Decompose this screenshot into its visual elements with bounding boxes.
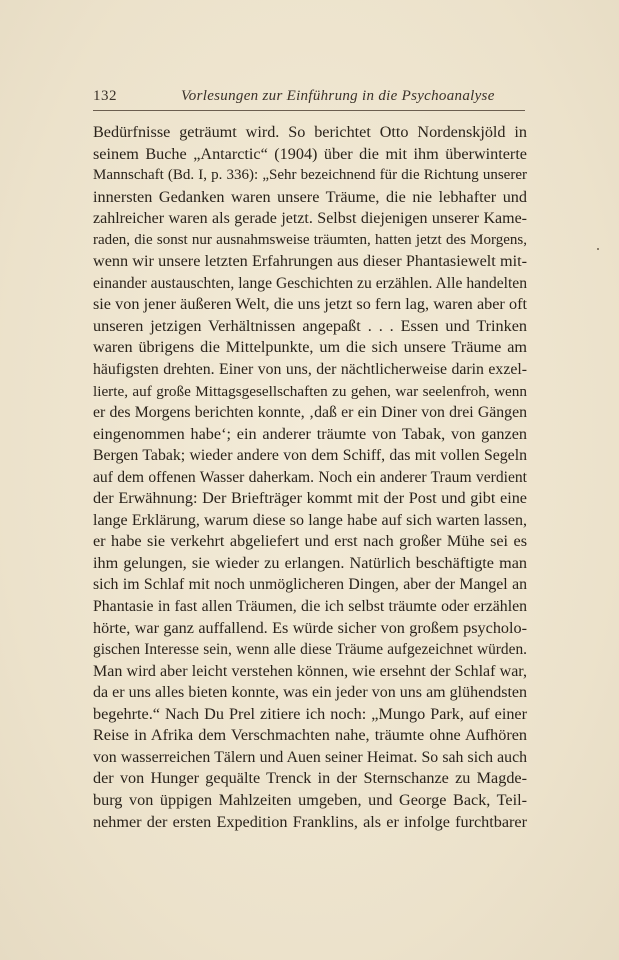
- body-text: [93, 122, 527, 833]
- text-line: gischen Interesse sein, wenn alle diese Träume aufgezeichnet würden.: [93, 641, 527, 659]
- text-line: raden, die sonst nur ausnahmsweise träumten, hatten jetzt des Morgens,: [93, 231, 527, 248]
- text-line: eingenommen habe‘; ein anderer träumte von Tabak, von ganzen: [93, 424, 527, 443]
- text-line: Man wird aber leicht verstehen können, wie ersehnt der Schlaf war,: [93, 662, 527, 680]
- text-line: Bedürfnisse geträumt wird. So berichtet Otto Nordenskjöld in: [93, 123, 527, 141]
- text-line: hörte, war ganz auffallend. Es würde sicher von großem psycholo-: [93, 618, 527, 637]
- text-line: ihm gelungen, sie wieder zu erlangen. Natürlich beschäftigte man: [93, 553, 527, 572]
- text-line: sich im Schlaf mit noch unmöglicheren Dingen, aber der Mangel an: [93, 576, 527, 594]
- text-line: waren übrigens die Mittelpunkte, um die sich unsere Träume am: [93, 338, 527, 357]
- text-line: auf dem offenen Wasser daherkam. Noch ein anderer Traum verdient: [93, 468, 527, 486]
- text-line: da er uns alles bieten konnte, was ein jeder von uns am glühendsten: [93, 684, 527, 702]
- text-line: burg von üppigen Mahlzeiten umgeben, und George Back, Teil-: [93, 790, 527, 809]
- page-number: 132: [93, 88, 117, 104]
- text-line: einander austauschten, lange Geschichten zu erzählen. Alle handelten: [93, 274, 527, 292]
- text-line: unseren jetzigen Verhältnissen angepaßt . . . Essen und Trinken: [93, 316, 527, 335]
- text-line: nehmer der ersten Expedition Franklins, als er infolge furchtbarer: [93, 812, 527, 831]
- text-line: der Erwähnung: Der Briefträger kommt mit der Post und gibt eine: [93, 489, 527, 508]
- text-line: wenn wir unsere letzten Erfahrungen aus dieser Phantasiewelt mit-: [93, 252, 527, 271]
- text-line: lierte, auf große Mittagsgesellschaften zu gehen, war seelenfroh, wenn: [93, 382, 527, 400]
- text-line: von wasserreichen Tälern und Auen seiner Heimat. So sah sich auch: [93, 748, 527, 766]
- text-line: seinem Buche „Antarctic“ (1904) über die mit ihm überwinterte: [93, 144, 527, 163]
- text-line: Mannschaft (Bd. I, p. 336): „Sehr bezeichnend für die Richtung unserer: [93, 167, 527, 184]
- text-line: der von Hunger gequälte Trenck in der Sternschanze zu Magde-: [93, 769, 527, 788]
- text-line: begehrte.“ Nach Du Prel zitiere ich noch: „Mungo Park, auf einer: [93, 704, 527, 723]
- running-head: Vorlesungen zur Einführung in die Psychoanalyse: [181, 88, 495, 104]
- text-line: Bergen Tabak; wieder andere von dem Schiff, das mit vollen Segeln: [93, 447, 527, 465]
- text-line: innersten Gedanken waren unsere Träume, die nie lebhafter und: [93, 187, 527, 206]
- ink-speck: [597, 248, 599, 250]
- text-line: zahlreicher waren als gerade jetzt. Selbst diejenigen unserer Kame-: [93, 210, 527, 228]
- text-line: sie von jener äußeren Welt, die uns jetzt so fern lag, waren aber oft: [93, 295, 527, 314]
- text-line: Reise in Afrika dem Verschmachten nahe, träumte ohne Aufhören: [93, 726, 527, 745]
- page-header: [93, 88, 525, 110]
- text-line: lange Erklärung, warum diese so lange habe auf sich warten lassen,: [93, 511, 527, 529]
- header-rule: [93, 110, 525, 111]
- text-line: Phantasie in fast allen Träumen, die ich selbst träumte oder erzählen: [93, 598, 527, 616]
- text-line: häufigsten drehten. Einer von uns, der nächtlicherweise darin exzel-: [93, 361, 527, 379]
- text-line: er habe sie verkehrt abgeliefert und erst nach großer Mühe sei es: [93, 532, 527, 551]
- text-line: er des Morgens berichten konnte, ‚daß er ein Diner von drei Gängen: [93, 404, 527, 422]
